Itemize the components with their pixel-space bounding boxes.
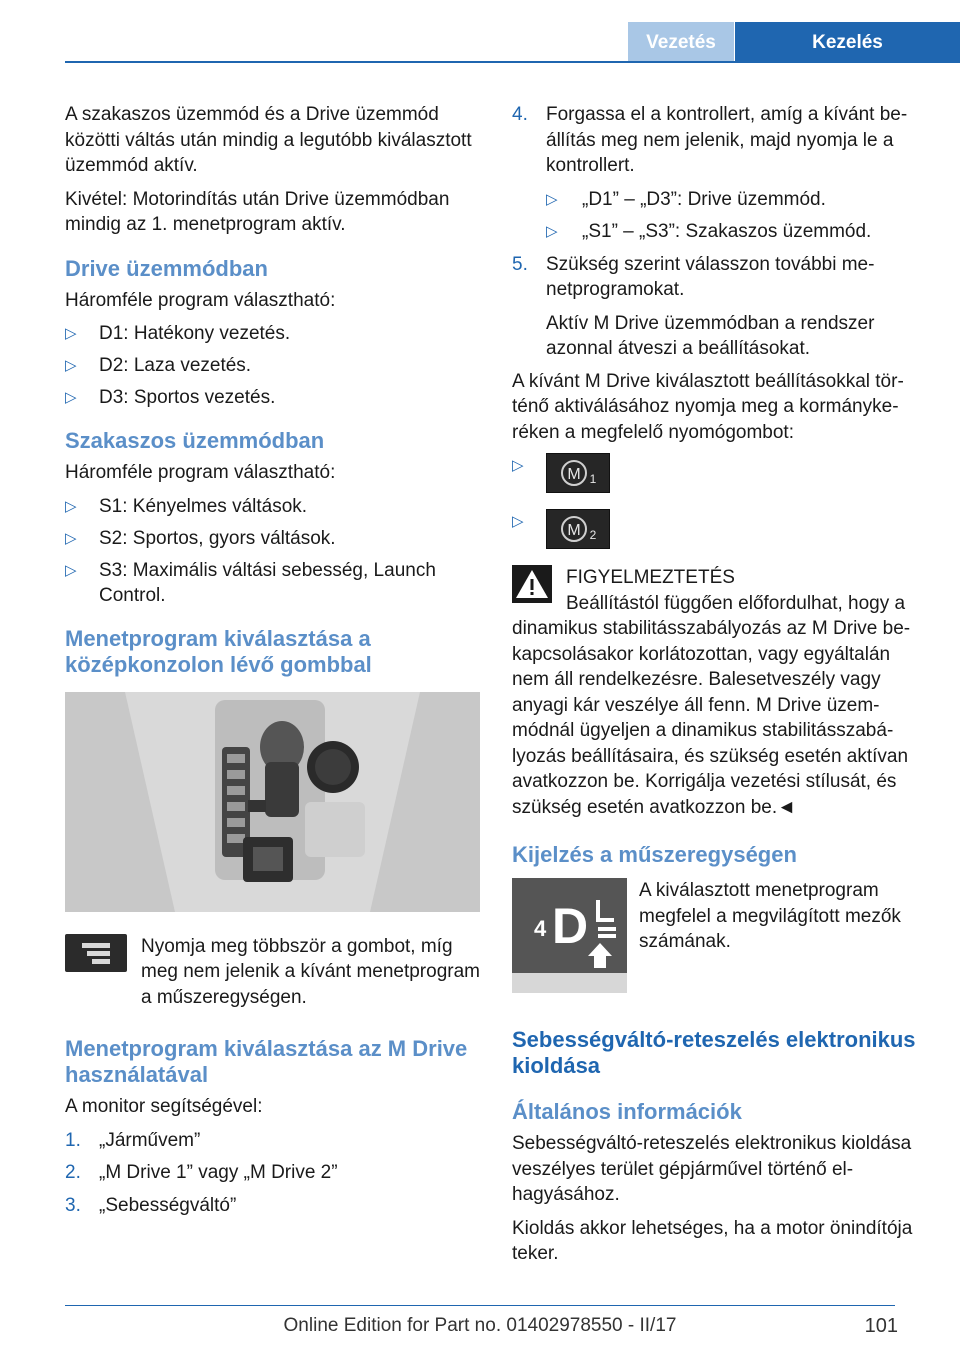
heading-drive-mode: Drive üzemmódban xyxy=(65,255,268,281)
triangle-bullet-icon: ▷ xyxy=(65,325,77,342)
list-item: ▷ „S1” – „S3”: Szakaszos üzemmód. xyxy=(512,219,927,245)
svg-text:M: M xyxy=(567,466,581,483)
heading-general-info: Általános információk xyxy=(512,1099,742,1124)
list-item: ▷ D1: Hatékony vezetés. xyxy=(65,323,291,344)
footer xyxy=(0,1315,960,1337)
right-column xyxy=(512,102,927,1275)
list-item: 1. „Járművem” xyxy=(65,1129,201,1151)
center-console-photo xyxy=(65,692,480,912)
triangle-bullet-icon: ▷ xyxy=(65,529,77,547)
mdrive-activation-text: A kívánt M Drive kiválasztott beállításokkal történő aktiválásához nyomja meg a kormánykeréken a megfelelő nyomógombot: xyxy=(512,370,904,443)
heading-mdrive: Menetprogram kiválasztása az M Drive használatával xyxy=(65,1036,468,1087)
page-number: 101 xyxy=(864,1315,898,1337)
instrument-display-image xyxy=(512,878,627,993)
exception-paragraph: Kivétel: Motorindítás után Drive üzemmódban mindig az 1. menetprogram aktív. xyxy=(65,188,450,235)
triangle-bullet-icon: ▷ xyxy=(546,223,558,240)
controller-steps xyxy=(512,102,927,362)
list-item: 4. Forgassa el a kontrollert, amíg a kívánt beállítás meg nem jelenik, majd nyomja le a kontrollert. ▷ „D1” – „D3”: Drive üzemmód. ▷ „S1” – „S3”: Szakaszos üzemmód. xyxy=(512,102,927,245)
header-rule xyxy=(65,61,960,63)
warning-body: dinamikus stabilitásszabályozás az M Drive bekapcsolásakor korlátozottan, vagy egyáltalán nem áll rendelkezésre. Balesetveszély vagy anyagi kár veszélye áll fenn. M Drive üzemmódnál ügyeljen a dinamikus stabilitásszabályozás beállításaira, és szükség esetén aktívan avatkozzon be. Korrigálja vezetési stílusát, és szükség esetén avatkozzon be.◄ xyxy=(512,618,911,818)
sport-program-list xyxy=(65,494,485,608)
triangle-bullet-icon: ▷ xyxy=(65,357,77,374)
footer-rule xyxy=(65,1305,895,1306)
svg-text:1: 1 xyxy=(589,472,597,486)
list-item: ▷ D2: Laza vezetés. xyxy=(65,355,252,376)
list-item: 3. „Sebességváltó” xyxy=(65,1194,237,1216)
general-paragraph-2: Kioldás akkor lehetséges, ha a motor önindítója teker. xyxy=(512,1217,913,1264)
warning-first-line: Beállítástól függően előfordulhat, hogy a xyxy=(566,592,906,614)
press-instruction: Nyomja meg többször a gombot, míg meg nem jelenik a kívánt menetprogram a műszeregységen. xyxy=(141,935,480,1008)
step5-note: Aktív M Drive üzemmódban a rendszer azonnal átveszi a beállításokat. xyxy=(546,312,875,359)
svg-text:2: 2 xyxy=(589,528,597,542)
warning-title: FIGYELMEZTETÉS xyxy=(566,567,735,588)
m2-button-icon xyxy=(546,509,610,549)
intro-paragraph: A szakaszos üzemmód és a Drive üzemmód közötti váltás után mindig a legutóbb kiválasztott üzemmód aktív. xyxy=(65,104,472,176)
monitor-steps xyxy=(65,1128,485,1219)
triangle-bullet-icon: ▷ xyxy=(512,457,524,474)
display-description: A kiválasztott menetprogram megfelel a megvilágított mezők számának. xyxy=(639,880,901,952)
list-item: ▷ S2: Sportos, gyors váltások. xyxy=(65,527,336,549)
list-item: 5. Szükség szerint válasszon további menetprogramokat. Aktív M Drive üzemmódban a rendszer azonnal átveszi a beállításokat. xyxy=(512,252,927,362)
warning-block xyxy=(512,565,927,616)
tab-kezeles[interactable]: Kezelés xyxy=(735,22,960,63)
list-item: ▷ D3: Sportos vezetés. xyxy=(65,387,276,408)
list-item: ▷ „D1” – „D3”: Drive üzemmód. xyxy=(512,187,927,213)
heading-sport-mode: Szakaszos üzemmódban xyxy=(65,428,325,453)
triangle-bullet-icon: ▷ xyxy=(65,561,77,579)
triangle-bullet-icon: ▷ xyxy=(546,190,558,208)
triangle-bullet-icon: ▷ xyxy=(65,389,77,406)
display-row xyxy=(512,878,927,993)
general-paragraph-1: Sebességváltó-reteszelés elektronikus kioldása veszélyes terület gépjárművel történő elhagyásához. xyxy=(512,1133,912,1205)
list-item: ▷ S1: Kényelmes váltások. xyxy=(65,495,308,517)
tab-vezetes[interactable]: Vezetés xyxy=(628,22,734,63)
heading-console-button: Menetprogram kiválasztása a középkonzolon lévő gombbal xyxy=(65,625,372,677)
left-column xyxy=(65,102,485,1225)
heading-release: Sebességváltó-reteszelés elektronikus kioldása xyxy=(512,1027,916,1078)
sport-intro: Háromféle program választható: xyxy=(65,462,336,483)
mode-sub-list xyxy=(512,187,927,245)
triangle-bullet-icon: ▷ xyxy=(512,513,524,530)
driving-program-button-icon xyxy=(65,934,127,972)
mdrive-buttons-list xyxy=(512,453,927,551)
m1-button-icon xyxy=(546,453,610,493)
list-item: ▷ S3: Maximális váltási sebesség, Launch Control. xyxy=(65,559,436,606)
svg-text:D: D xyxy=(552,898,589,954)
drive-intro: Háromféle program választható: xyxy=(65,289,336,311)
svg-text:4: 4 xyxy=(534,916,547,941)
monitor-intro: A monitor segítségével: xyxy=(65,1096,263,1117)
drive-program-list xyxy=(65,321,485,410)
list-item xyxy=(512,453,927,495)
triangle-bullet-icon: ▷ xyxy=(65,497,77,515)
svg-text:M: M xyxy=(567,522,581,539)
edition-label: Online Edition for Part no. 01402978550 - II/17 xyxy=(283,1315,677,1336)
list-item xyxy=(512,509,927,551)
list-item: 2. „M Drive 1” vagy „M Drive 2” xyxy=(65,1162,338,1183)
warning-icon xyxy=(512,565,552,603)
press-button-row xyxy=(65,934,485,1011)
heading-display: Kijelzés a műszeregységen xyxy=(512,842,797,867)
